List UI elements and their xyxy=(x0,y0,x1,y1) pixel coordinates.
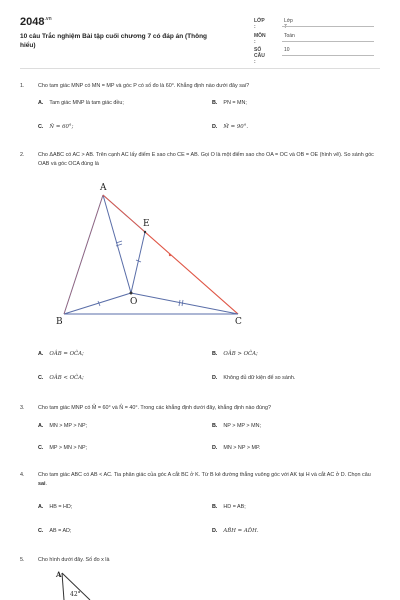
emphasis-sai: sai xyxy=(38,480,46,487)
question-text: Cho ΔABC có AC > AB. Trên cạnh AC lấy điểm E sao cho CE = AB. Gọi O là một điểm sao cho OA = OC và OB = OE (hình vẽ). So sánh góc OAB và góc OCA đúng là xyxy=(38,152,374,167)
question-number: 1. xyxy=(20,83,25,89)
q2-option-b[interactable]: B. OÂB > OĈA; xyxy=(212,351,258,357)
label-e: E xyxy=(143,219,150,229)
q4-option-a[interactable]: A. HB = HD; xyxy=(38,504,73,510)
q1-option-c[interactable]: C. N̂ = 60°; xyxy=(38,124,74,130)
question-text: Cho tam giác MNP có M̂ = 60° và N̂ = 40°. Trong các khẳng định dưới đây, khẳng định nào đúng? xyxy=(38,405,272,411)
question-number: 2. xyxy=(20,152,25,158)
question-number: 4. xyxy=(20,472,25,478)
meta-count-key: SỐ CÂU : xyxy=(254,47,265,65)
q4-option-d[interactable]: D. AB̂H = AD̂H. xyxy=(212,528,259,534)
label-a: A xyxy=(100,183,107,193)
question-number: 5. xyxy=(20,557,25,563)
point-o xyxy=(130,292,133,295)
meta-class-key: LỚP : xyxy=(254,18,265,30)
meta-count-value: 10 xyxy=(284,47,290,53)
q3-option-d[interactable]: D. MN > NP > MP. xyxy=(212,445,261,451)
worksheet-title: 10 câu Trắc nghiệm Bài tập cuối chương 7 có đáp án (Thông hiểu) xyxy=(20,33,208,49)
q1-option-a[interactable]: A. Tam giác MNP là tam giác đều; xyxy=(38,100,124,106)
point-e xyxy=(144,231,146,233)
question-number: 3. xyxy=(20,405,25,411)
q3-option-c[interactable]: C. MP > MN > NP; xyxy=(38,445,88,451)
meta-subject-value: Toán xyxy=(284,33,295,39)
meta-class-value: Lớp 7 xyxy=(284,18,293,30)
label-c: C xyxy=(235,317,242,327)
meta-subject-key: MÔN : xyxy=(254,33,266,45)
label-b: B xyxy=(56,317,63,327)
question-text: Cho tam giác ABC có AB < AC. Tia phân giác của góc A cắt BC ở K. Từ B kẻ đường thẳng vuông góc với AK tại H và cắt AC ở D. Chọn câu sai. xyxy=(38,472,371,487)
midpoint-mark xyxy=(169,254,171,256)
q5-label-a: A xyxy=(56,570,62,579)
q5-angle-label: 42° xyxy=(70,591,81,598)
q3-option-a[interactable]: A. MN > MP > NP; xyxy=(38,423,88,429)
q4-option-b[interactable]: B. HD = AB; xyxy=(212,504,246,510)
logo-sub: .vn xyxy=(44,16,52,22)
q2-option-d[interactable]: D. Không đủ dữ kiện để so sánh. xyxy=(212,375,296,381)
q1-option-b[interactable]: B. PN = MN; xyxy=(212,100,247,106)
q2-option-c[interactable]: C. OÂB < OĈA; xyxy=(38,375,84,381)
q3-option-b[interactable]: B. NP > MP > MN; xyxy=(212,423,261,429)
question-text: Cho tam giác MNP có MN = MP và góc P có số đo là 60°. Khẳng định nào dưới đây sai? xyxy=(38,83,250,89)
label-o: O xyxy=(130,297,138,307)
q1-option-d[interactable]: D. M̂ = 90°. xyxy=(212,124,249,130)
q4-option-c[interactable]: C. AB = AD; xyxy=(38,528,72,534)
q2-option-a[interactable]: A. OÂB = OĈA; xyxy=(38,351,84,357)
logo-main: 2048 xyxy=(20,16,45,28)
question-text: Cho hình dưới đây. Số đo x là xyxy=(38,557,110,563)
